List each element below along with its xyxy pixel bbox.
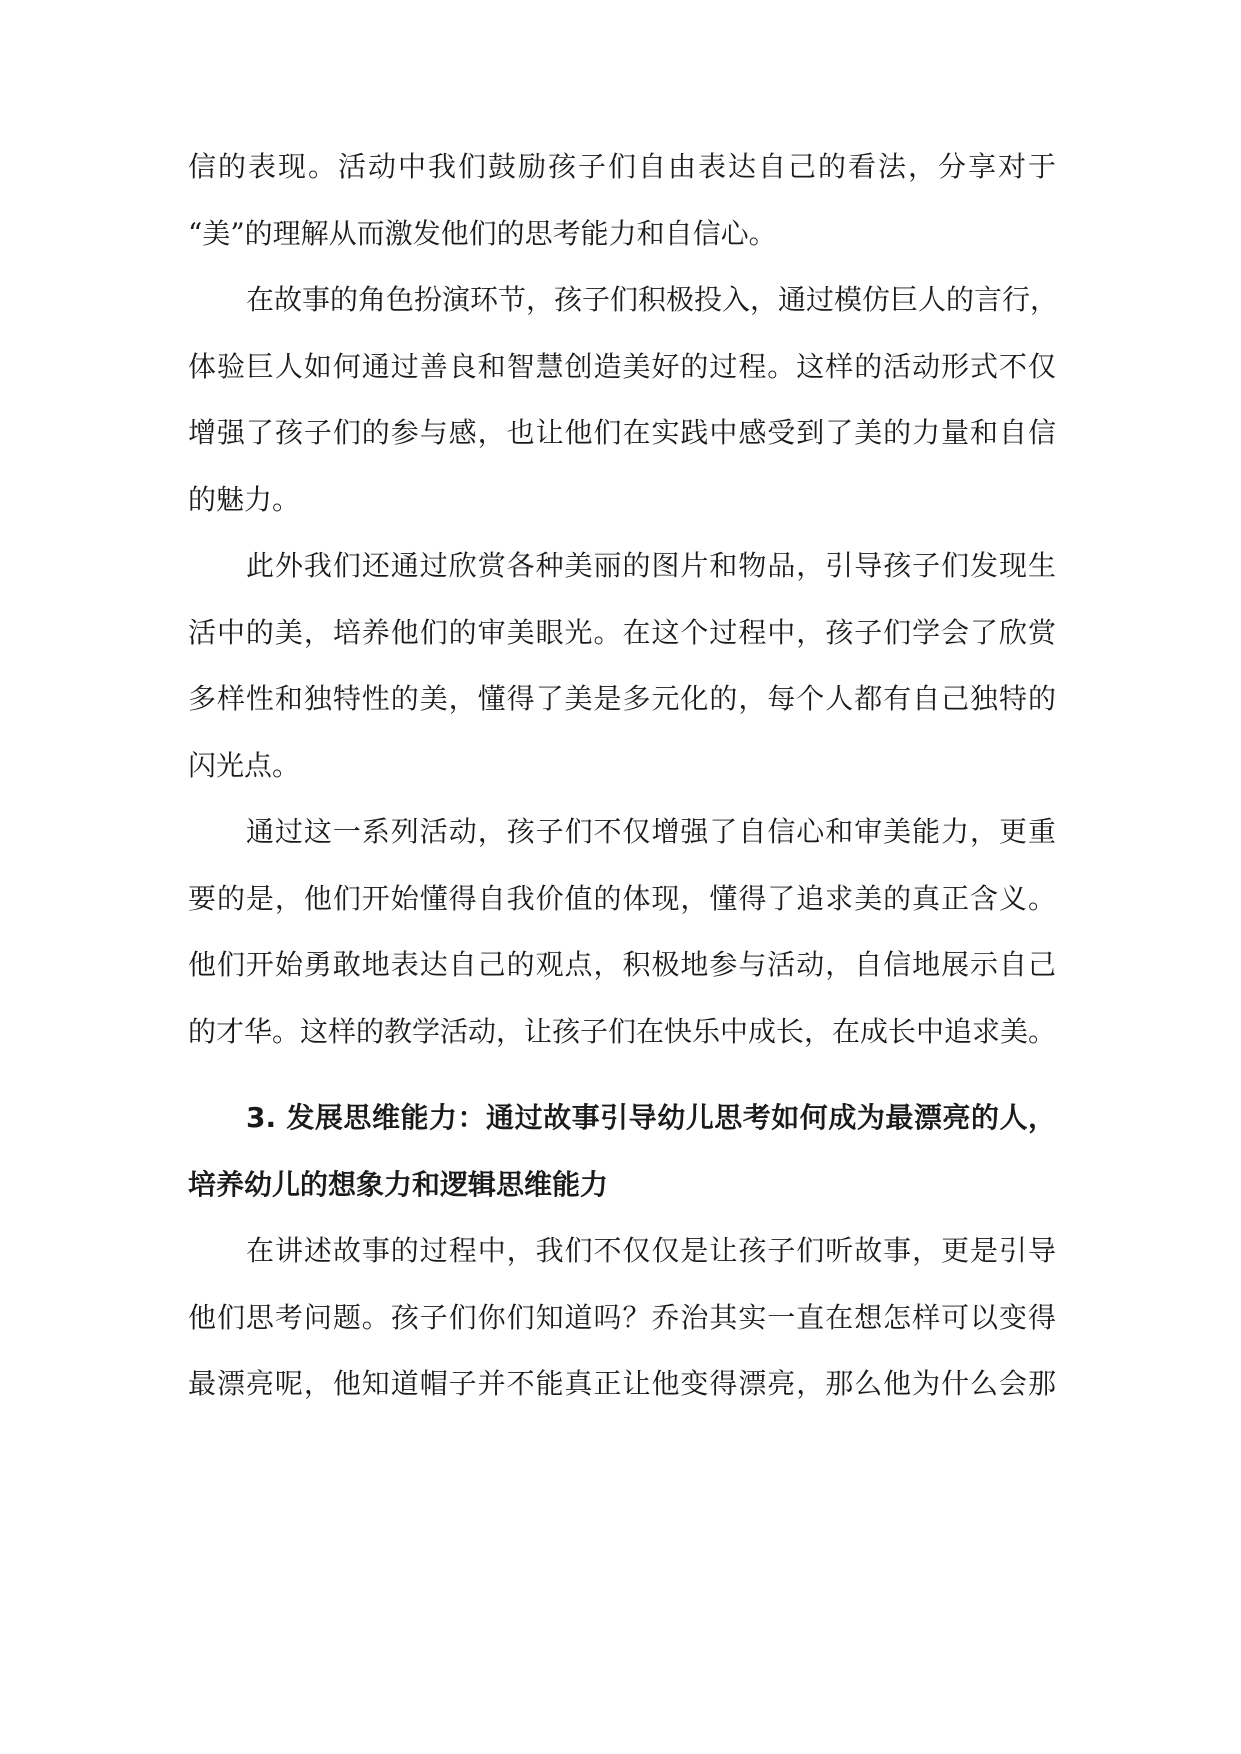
- paragraph-line: 他们开始勇敢地表达自己的观点，积极地参与活动，自信地展示自己: [188, 948, 1056, 981]
- section-heading-line: 3. 发展思维能力：通过故事引导幼儿思考如何成为最漂亮的人，: [246, 1101, 1056, 1134]
- paragraph-line: 通过这一系列活动，孩子们不仅增强了自信心和审美能力，更重: [246, 815, 1056, 848]
- paragraph-line: 在讲述故事的过程中，我们不仅仅是让孩子们听故事，更是引导: [246, 1234, 1056, 1267]
- paragraph-line: 增强了孩子们的参与感，也让他们在实践中感受到了美的力量和自信: [188, 416, 1056, 449]
- paragraph-line: 信的表现。活动中我们鼓励孩子们自由表达自己的看法，分享对于: [188, 150, 1056, 183]
- paragraph-line: 要的是，他们开始懂得自我价值的体现，懂得了追求美的真正含义。: [188, 881, 1056, 915]
- paragraph-line: 闪光点。: [188, 748, 301, 782]
- paragraph-line: “美”的理解从而激发他们的思考能力和自信心。: [188, 216, 777, 250]
- paragraph-line: 此外我们还通过欣赏各种美丽的图片和物品，引导孩子们发现生: [246, 549, 1056, 582]
- paragraph-line: 最漂亮呢，他知道帽子并不能真正让他变得漂亮，那么他为什么会那: [188, 1367, 1056, 1400]
- paragraph-line: 的才华。这样的教学活动，让孩子们在快乐中成长，在成长中追求美。: [188, 1014, 1057, 1048]
- paragraph-line: 体验巨人如何通过善良和智慧创造美好的过程。这样的活动形式不仅: [188, 349, 1056, 383]
- section-heading-line: 培养幼儿的想象力和逻辑思维能力: [188, 1167, 609, 1201]
- paragraph-line: 他们思考问题。孩子们你们知道吗？乔治其实一直在想怎样可以变得: [188, 1300, 1056, 1334]
- paragraph-line: 活中的美，培养他们的审美眼光。在这个过程中，孩子们学会了欣赏: [188, 615, 1056, 649]
- paragraph-line: 的魅力。: [188, 482, 301, 516]
- document-body: [188, 134, 1059, 1418]
- heading-spacer: [188, 1065, 1056, 1085]
- paragraph-line: 多样性和独特性的美，懂得了美是多元化的，每个人都有自己独特的: [188, 682, 1056, 715]
- paragraph-line: 在故事的角色扮演环节，孩子们积极投入，通过模仿巨人的言行，: [246, 283, 1059, 316]
